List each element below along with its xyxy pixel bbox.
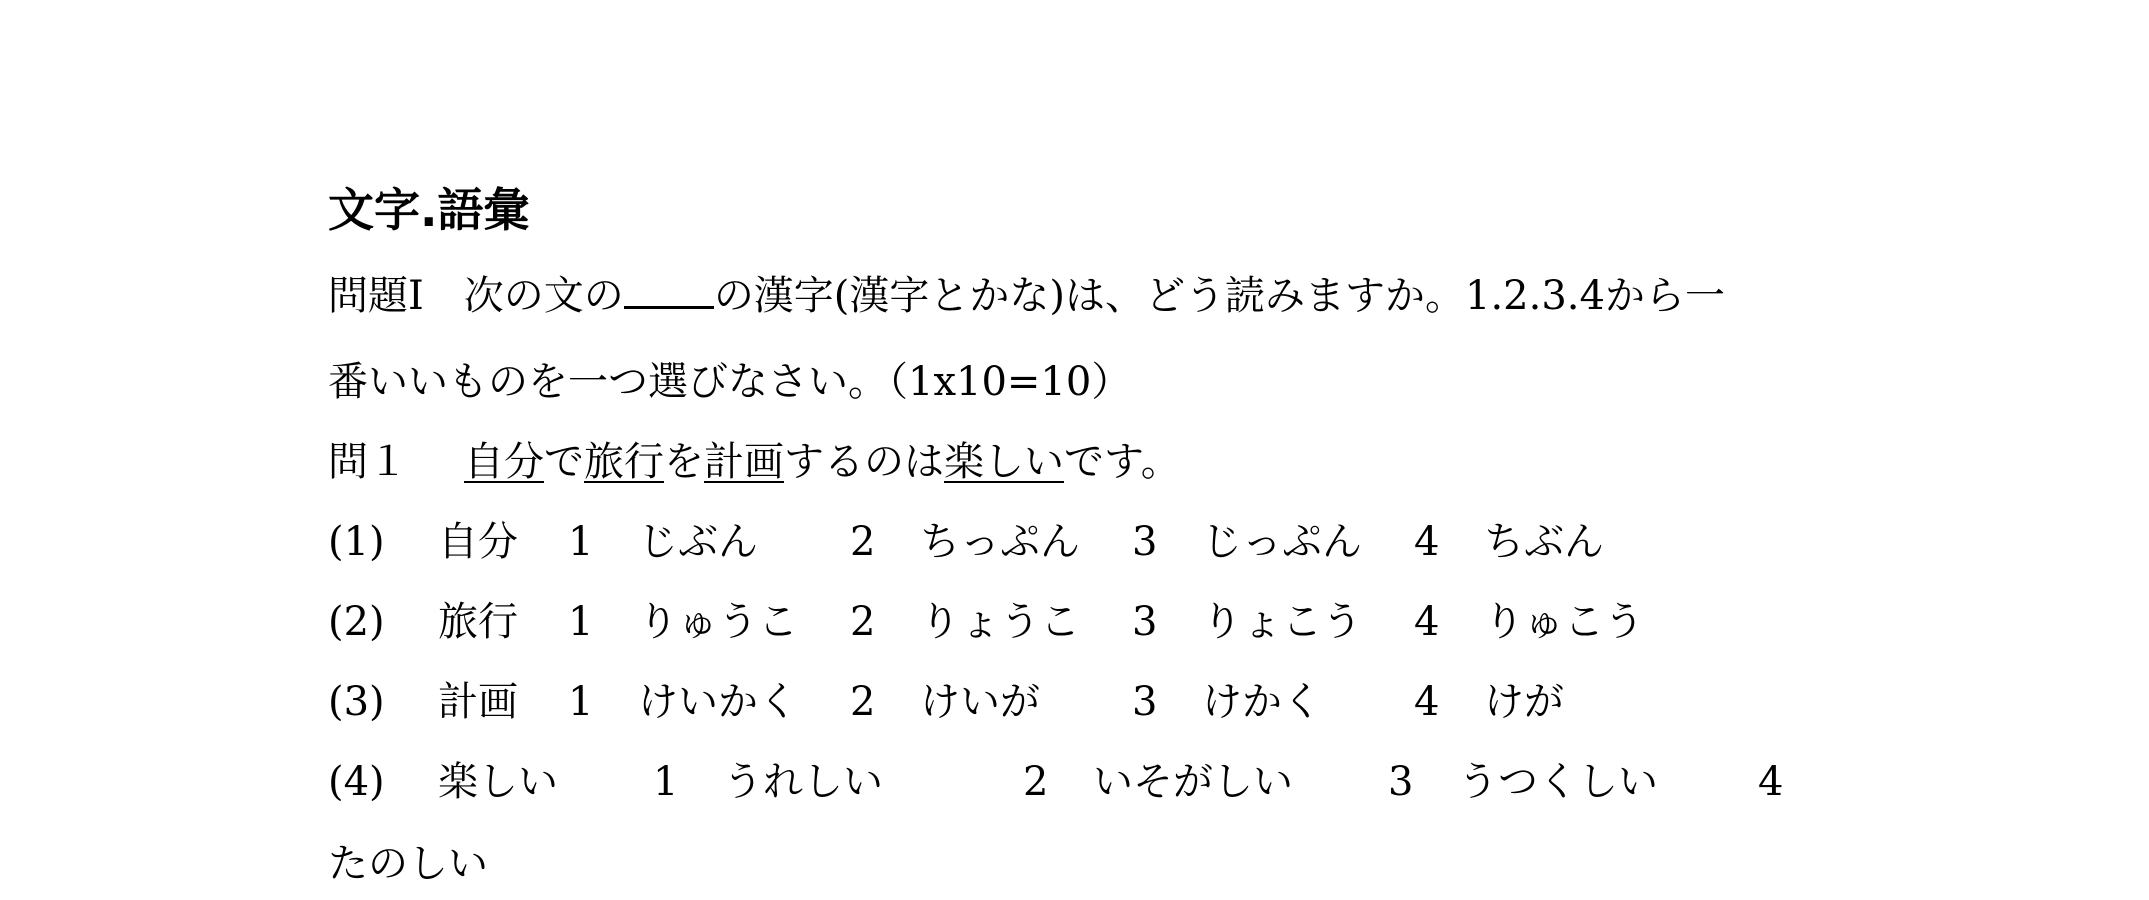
option-text: りょうこ — [920, 599, 1080, 645]
question-segments — [464, 439, 1181, 485]
option-number: 3 — [1132, 599, 1158, 645]
item-row-4 — [328, 758, 2028, 806]
item-word: 旅行 — [438, 599, 518, 645]
item-word: 自分 — [438, 519, 518, 565]
question-text: で — [544, 439, 584, 485]
instruction-text-after-blank: の漢字(漢字とかな)は、どう読みますか。1.2.3.4から一 — [713, 273, 1725, 319]
option-text: けいが — [920, 679, 1040, 725]
underlined-target-word: 計画 — [704, 439, 784, 485]
underlined-target-word: 自分 — [464, 439, 544, 485]
instruction-text-before-blank: 問題Ⅰ 次の文の — [328, 273, 624, 319]
instruction-line-2: 番いいものを一つ選びなさい。（1x10=10） — [328, 359, 1132, 405]
item-row-4-wrap: たのしい — [328, 841, 488, 887]
option-number: 2 — [850, 519, 876, 565]
item-row-3 — [328, 678, 2028, 726]
option-text: いそがしい — [1093, 759, 1293, 805]
instruction-line-1 — [328, 272, 1725, 320]
option-number: 1 — [568, 679, 594, 725]
item-number: (4) — [328, 759, 385, 805]
option-text: うつくしい — [1458, 759, 1658, 805]
option-number: 1 — [568, 599, 594, 645]
item-number: (1) — [328, 519, 385, 565]
option-number: 2 — [1023, 759, 1049, 805]
item-row-2 — [328, 598, 2028, 646]
question-text: するのは — [784, 439, 944, 485]
item-number: (2) — [328, 599, 385, 645]
option-number: 3 — [1132, 679, 1158, 725]
underlined-target-word: 楽しい — [944, 439, 1064, 485]
section-heading: 文字.語彙 — [328, 183, 530, 237]
option-number: 2 — [850, 599, 876, 645]
item-word: 計画 — [438, 679, 518, 725]
option-number: 4 — [1758, 759, 1784, 805]
option-text: りゅこう — [1484, 599, 1644, 645]
option-number: 4 — [1414, 519, 1440, 565]
underlined-target-word: 旅行 — [584, 439, 664, 485]
option-text: けいかく — [638, 679, 798, 725]
item-word: 楽しい — [438, 759, 558, 805]
option-text: ちっぷん — [920, 519, 1080, 565]
item-row-1 — [328, 518, 2028, 566]
option-number: 3 — [1388, 759, 1414, 805]
option-text: りゅうこ — [638, 599, 798, 645]
option-number: 1 — [568, 519, 594, 565]
question-text: を — [664, 439, 704, 485]
option-text: けが — [1484, 679, 1564, 725]
question-label: 問１ — [328, 439, 408, 485]
option-text: うれしい — [723, 759, 883, 805]
question-sentence — [328, 438, 1181, 486]
item-number: (3) — [328, 679, 385, 725]
option-text: じぶん — [638, 519, 758, 565]
option-number: 2 — [850, 679, 876, 725]
question-text: です。 — [1064, 439, 1181, 485]
option-number: 4 — [1414, 679, 1440, 725]
option-number: 1 — [653, 759, 679, 805]
option-text: ちぶん — [1484, 519, 1604, 565]
option-text: りょこう — [1202, 599, 1362, 645]
blank-underline — [624, 272, 714, 309]
option-number: 4 — [1414, 599, 1440, 645]
option-number: 3 — [1132, 519, 1158, 565]
option-text: けかく — [1202, 679, 1322, 725]
option-text: じっぷん — [1202, 519, 1362, 565]
